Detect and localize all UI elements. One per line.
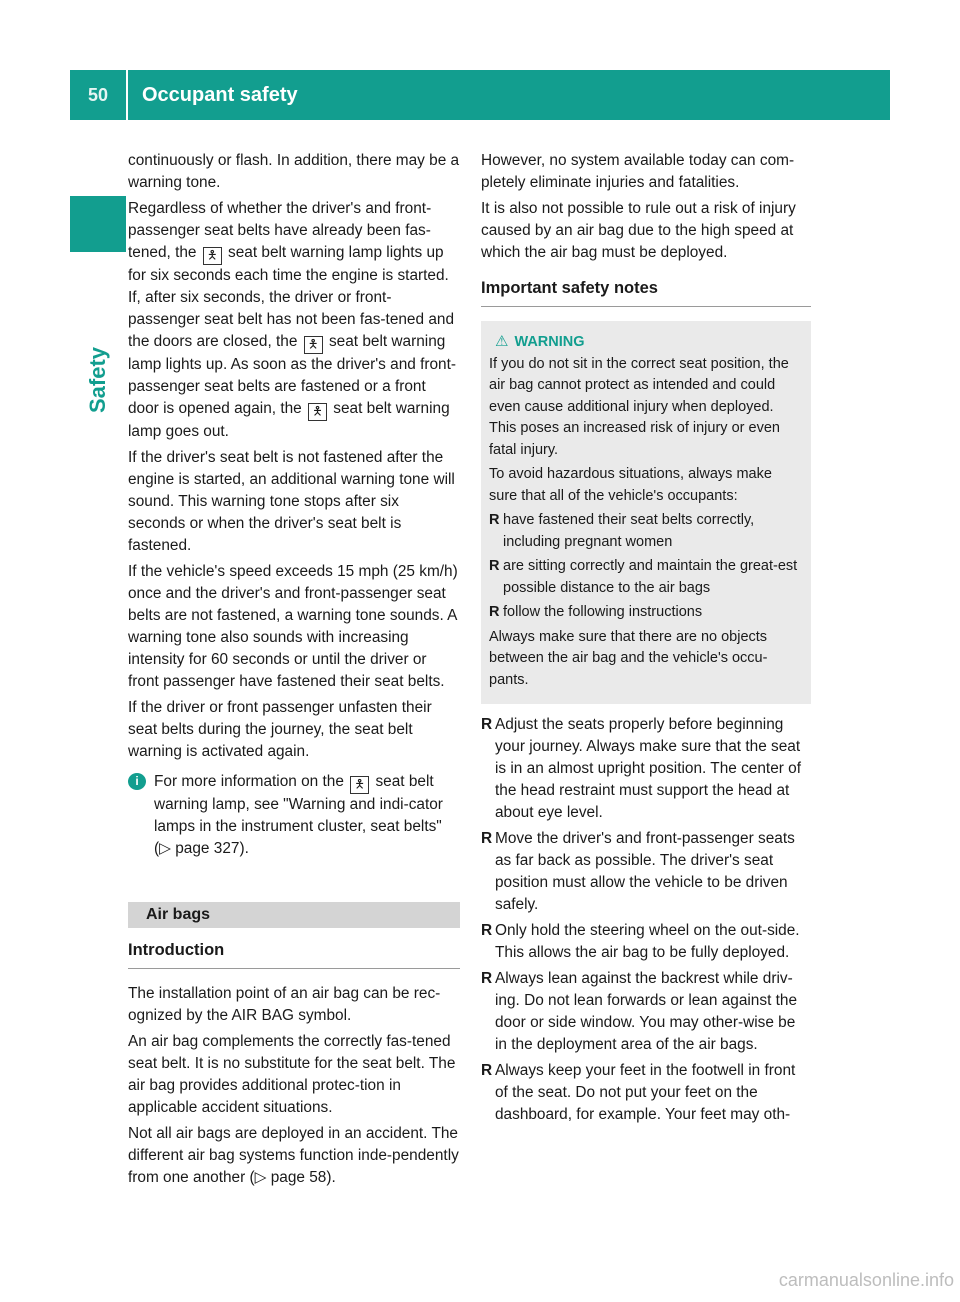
paragraph: If the driver's seat belt is not fastened after the engine is started, an additional warning tone will sound. This warning tone stops after six seconds or when the driver's seat belt is fastened. <box>128 449 455 554</box>
page-reference-link[interactable]: ▷ page 327 <box>159 840 240 857</box>
paragraph-seatbelt-lamp: Regardless of whether the driver's and front-passenger seat belts have already been fas-tened, the 🯅 seat belt warning lamp lights up for six seconds each time the engine is started. If, after six seconds, the driver or front-passenger seat belt has not been fas-tened and the doors are closed, the 🯅 seat belt warning lamp lights up. As soon as the driver's and front-passenger seat belts are fastened or a front door is opened again, the 🯅 seat belt warning lamp goes out. <box>128 200 457 440</box>
warning-paragraph: To avoid hazardous situations, always make sure that all of the vehicle's occupants: <box>489 466 772 504</box>
warning-paragraph: If you do not sit in the correct seat position, the air bag cannot protect as intended and could even cause additional injury when deployed. This poses an increased risk of injury or even fatal injury. <box>489 355 789 458</box>
warning-header: ⚠ WARNING <box>495 333 585 350</box>
info-icon: i <box>128 773 146 790</box>
section-heading: Air bags <box>128 902 460 928</box>
seatbelt-warning-icon: 🯅 <box>203 247 222 265</box>
paragraph: If the vehicle's speed exceeds 15 mph (25 km/h) once and the driver's and front-passenger seat belts are not fastened, a warning tone sounds. A warning tone also sounds with increasing intensity for 60 seconds or until the driver or front passenger have fastened their seat belts. <box>128 563 458 690</box>
bullet-mark: R <box>481 922 493 939</box>
page-header <box>70 70 890 120</box>
list-item: R Only hold the steering wheel on the out-side. This allows the air bag to be fully deployed. <box>481 920 811 964</box>
warning-bullet: R follow the following instructions <box>489 602 803 624</box>
chapter-title: Occupant safety <box>142 84 298 106</box>
left-column <box>128 150 460 1193</box>
seatbelt-warning-icon: 🯅 <box>304 336 323 354</box>
seatbelt-warning-icon: 🯅 <box>350 776 369 794</box>
section-tab-marker <box>70 196 126 252</box>
subsection-heading: Important safety notes <box>481 276 811 307</box>
list-item: R Move the driver's and front-passenger seats as far back as possible. The driver's seat position must allow the vehicle to be driven safely. <box>481 828 811 916</box>
bullet-mark: R <box>481 830 493 847</box>
bullet-mark: R <box>481 970 493 987</box>
warning-box <box>481 321 811 704</box>
bullet-mark: R <box>489 558 500 574</box>
right-column <box>481 150 811 1130</box>
paragraph: However, no system available today can com-pletely eliminate injuries and fatalities. <box>481 152 795 191</box>
page-reference-link[interactable]: ▷ page 58 <box>254 1169 327 1186</box>
warning-paragraph: Always make sure that there are no objects between the air bag and the vehicle's occu-pants. <box>489 628 768 688</box>
section-tab-text: Safety <box>85 346 111 414</box>
bullet-mark: R <box>489 512 500 528</box>
bullet-mark: R <box>489 604 500 620</box>
page-number: 50 <box>87 84 109 105</box>
paragraph: If the driver or front passenger unfasten their seat belts during the journey, the seat belt warning is activated again. <box>128 699 432 760</box>
paragraph: continuously or flash. In addition, there may be a warning tone. <box>128 152 460 191</box>
subsection-heading: Introduction <box>128 938 460 969</box>
bullet-mark: R <box>481 1062 493 1079</box>
warning-triangle-icon: ⚠ <box>495 333 509 350</box>
section-tab-label <box>78 320 118 440</box>
list-item: R Always keep your feet in the footwell in front of the seat. Do not put your feet on the dashboard, for example. Your feet may oth- <box>481 1060 811 1126</box>
warning-bullet: R are sitting correctly and maintain the great-est possible distance to the air bags <box>489 556 803 599</box>
info-note: i For more information on the 🯅 seat belt warning lamp, see "Warning and indi-cator lamps in the instrument cluster, seat belts" (▷ page 327). <box>128 771 460 860</box>
paragraph: It is also not possible to rule out a risk of injury caused by an air bag due to the high speed at which the air bag must be deployed. <box>481 200 796 261</box>
paragraph: An air bag complements the correctly fas-tened seat belt. It is no substitute for the seat belt. The air bag provides additional protec-tion in applicable accident situations. <box>128 1033 456 1116</box>
bullet-mark: R <box>481 716 493 733</box>
warning-bullet: R have fastened their seat belts correctly, including pregnant women <box>489 510 803 553</box>
list-item: R Adjust the seats properly before beginning your journey. Always make sure that the seat is in an almost upright position. The center of the head restraint must support the head at about eye level. <box>481 714 811 824</box>
header-divider <box>126 70 128 120</box>
list-item: R Always lean against the backrest while driv-ing. Do not lean forwards or lean against the door or side window. You may other-wise be in the deployment area of the air bags. <box>481 968 811 1056</box>
paragraph: Not all air bags are deployed in an accident. The different air bag systems function inde-pendently from one another (▷ page 58). <box>128 1125 459 1186</box>
seatbelt-warning-icon: 🯅 <box>308 403 327 421</box>
site-watermark: carmanualsonline.info <box>778 1270 954 1290</box>
paragraph: The installation point of an air bag can be rec-ognized by the AIR BAG symbol. <box>128 985 441 1024</box>
